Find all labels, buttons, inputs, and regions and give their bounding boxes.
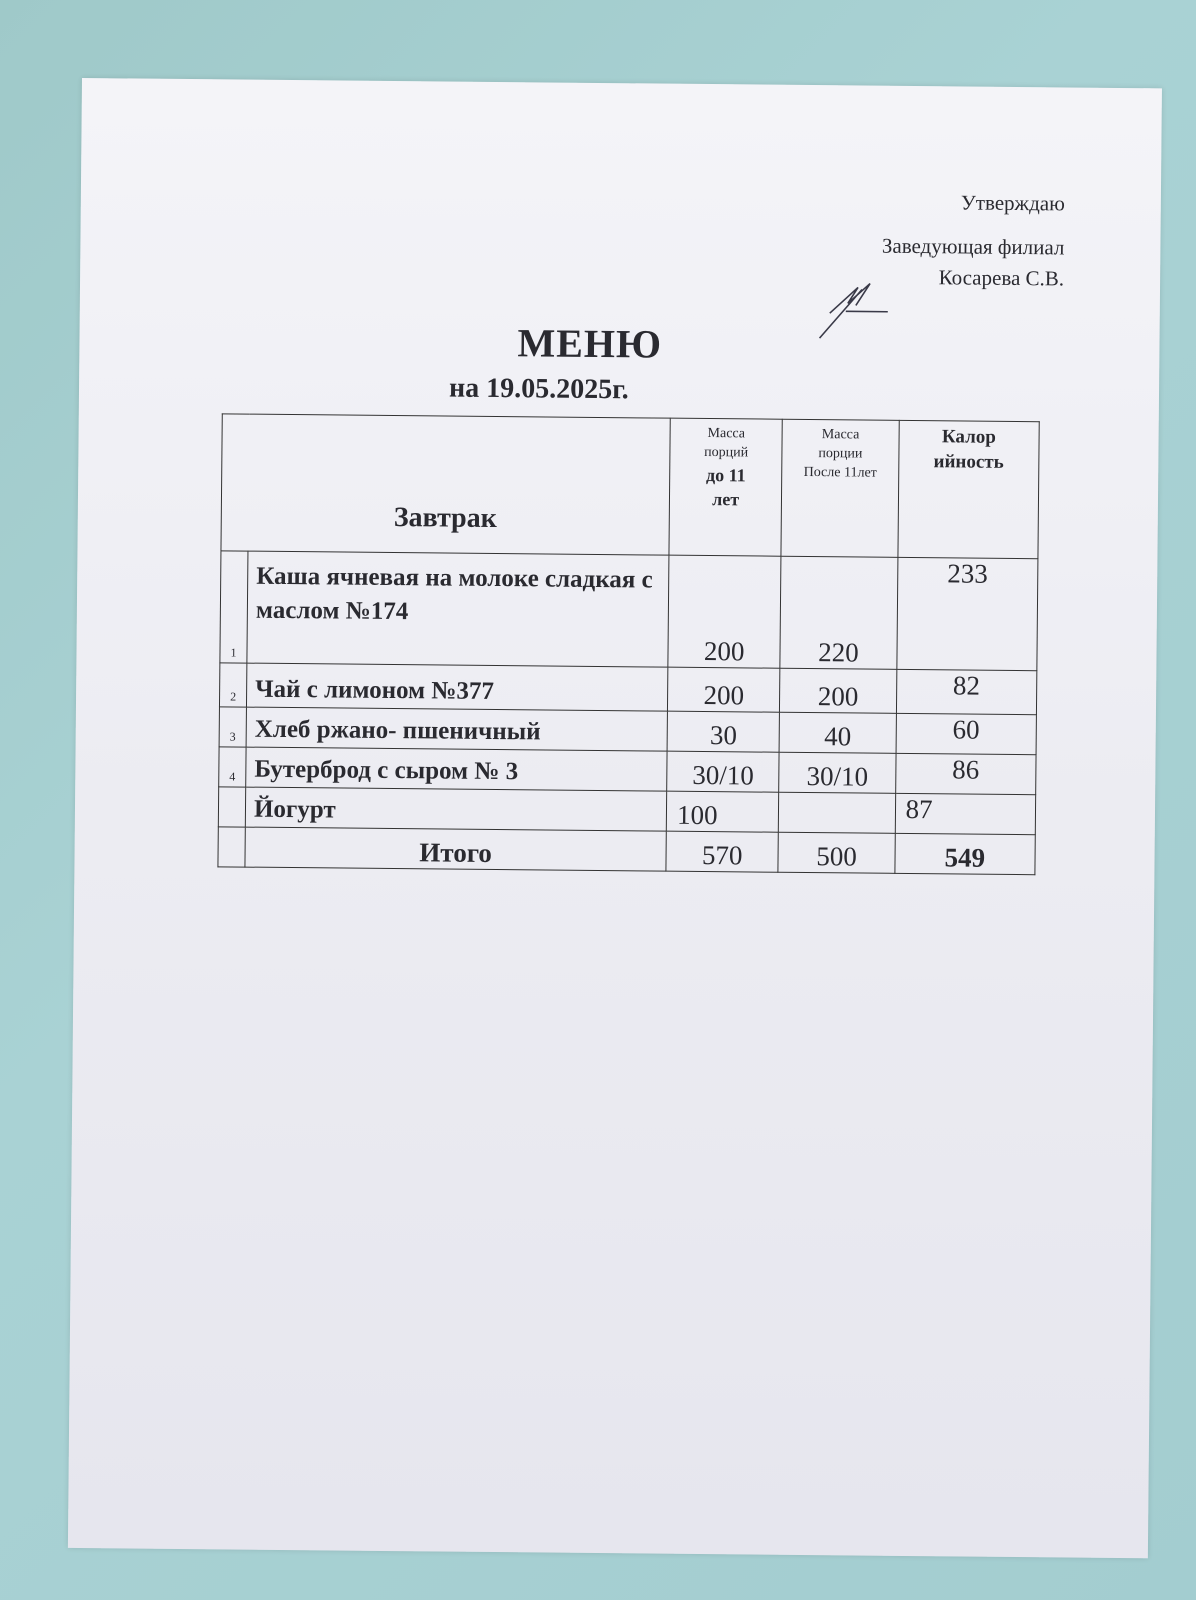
table-row <box>219 747 1036 795</box>
paper-sheet <box>68 78 1162 1558</box>
mass-old-value: 40 <box>779 712 896 753</box>
dish-name: Чай с лимоном №377 <box>247 663 668 711</box>
mass-old-value: 220 <box>780 556 897 669</box>
meal-header: Завтрак <box>221 414 670 555</box>
mass-old-header-line1: Масса порции <box>818 427 863 462</box>
menu-table <box>217 413 1039 875</box>
mass-young-value: 30 <box>667 711 780 752</box>
approval-block <box>882 192 1065 290</box>
calories-value: 87 <box>895 793 1036 834</box>
calories-value: 233 <box>896 557 1037 670</box>
calories-header: Калор ийность <box>898 420 1040 558</box>
total-mass-old: 500 <box>778 832 895 873</box>
signature <box>817 253 898 344</box>
mass-old-value: 200 <box>780 668 897 713</box>
menu-date: на 19.05.2025г. <box>448 372 629 406</box>
mass-young-header <box>669 418 783 556</box>
row-number: 3 <box>219 707 246 747</box>
calories-value: 60 <box>896 713 1037 754</box>
row-number: 4 <box>219 747 246 787</box>
row-number <box>218 787 245 827</box>
total-calories: 549 <box>895 833 1036 874</box>
calories-value: 82 <box>896 669 1037 714</box>
total-row <box>218 827 1035 875</box>
mass-old-value: 30/10 <box>779 752 896 793</box>
approval-name: Косарева С.В. <box>938 265 1065 291</box>
mass-old-value <box>779 792 896 833</box>
mass-young-header-line1: Масса порций <box>704 426 749 461</box>
dish-name: Бутерброд с сыром № 3 <box>246 747 667 791</box>
mass-young-value: 200 <box>668 667 781 712</box>
total-mass-young: 570 <box>666 831 779 872</box>
mass-old-header-line2: После 11лет <box>803 464 877 481</box>
page-title: МЕНЮ <box>517 320 663 367</box>
total-number-cell <box>218 827 245 867</box>
dish-name: Каша ячневая на молоке сладкая с маслом №174 <box>247 551 669 667</box>
table-header-row <box>221 414 1039 559</box>
row-number: 1 <box>220 551 248 663</box>
approval-position: Заведующая филиал <box>881 233 1065 260</box>
dish-name: Хлеб ржано- пшеничный <box>246 707 667 751</box>
calories-value: 86 <box>895 753 1036 794</box>
table-row <box>219 707 1036 755</box>
approval-title: Утверждаю <box>960 190 1065 216</box>
total-label: Итого <box>245 827 666 871</box>
mass-old-header <box>781 419 899 557</box>
mass-young-value: 200 <box>668 555 781 668</box>
mass-young-value: 30/10 <box>667 751 780 792</box>
row-number: 2 <box>219 663 246 707</box>
mass-young-value: 100 <box>666 791 779 832</box>
mass-young-header-line2: до 11 лет <box>706 464 746 510</box>
dish-name: Йогурт <box>245 787 666 831</box>
table-row <box>219 663 1036 715</box>
table-row <box>220 551 1038 671</box>
